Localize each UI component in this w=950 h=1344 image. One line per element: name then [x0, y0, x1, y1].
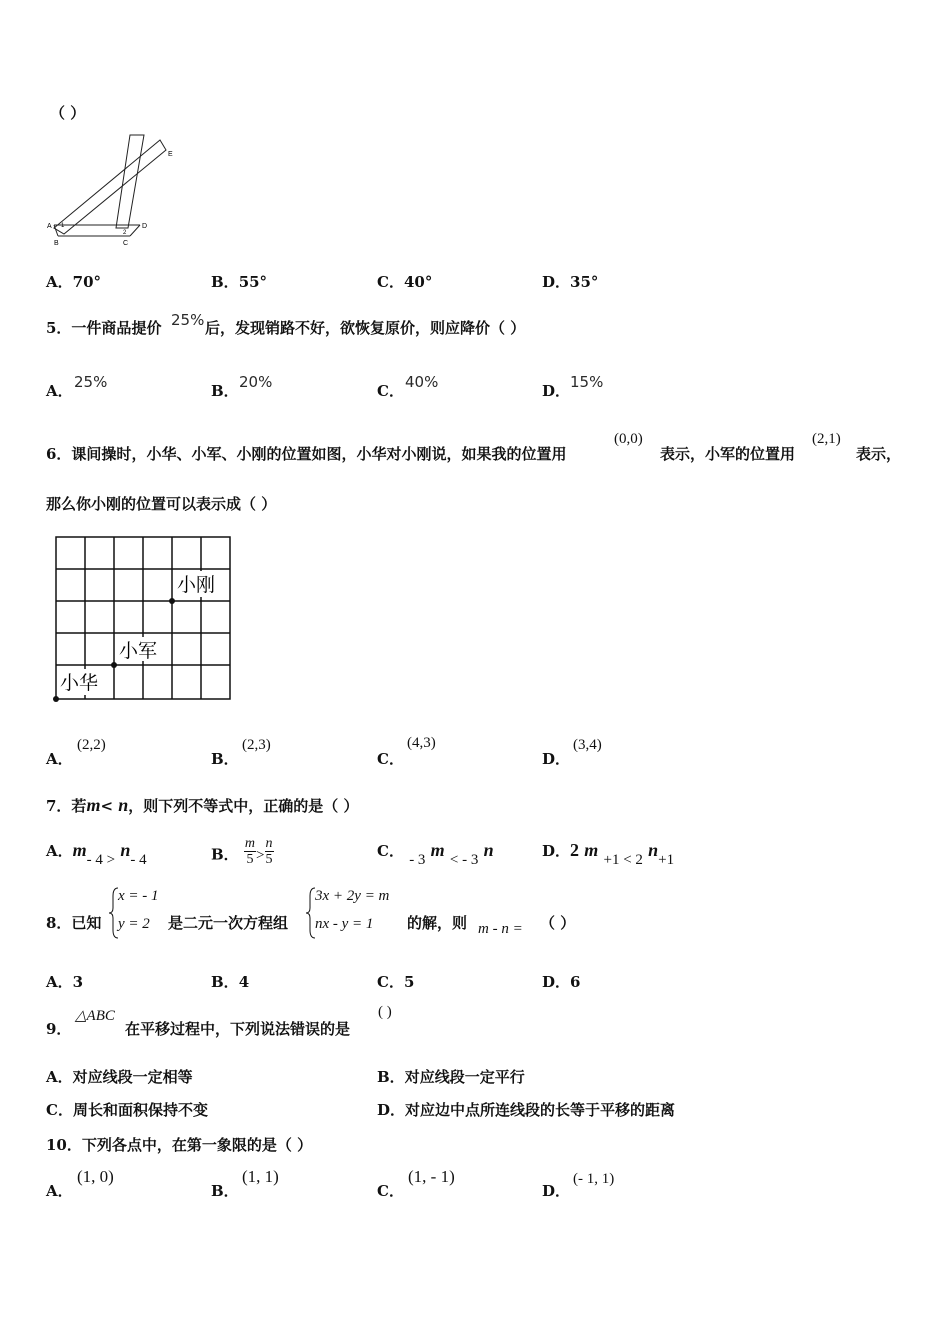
q8-option-c[interactable]: C．5	[377, 973, 415, 991]
q6-coord1: (0,0)	[614, 431, 643, 447]
q5-option-d-value: 15%	[570, 373, 604, 391]
q4-option-c[interactable]: C．40°	[377, 273, 433, 291]
q8-solution-x: x = - 1	[118, 888, 159, 904]
q9-option-d[interactable]: D．对应边中点所连线段的长等于平移的距离	[377, 1101, 676, 1119]
q10-option-a-value: (1, 0)	[77, 1167, 114, 1186]
q7-option-b[interactable]: B． $\frac{m}{5}$ > $\frac{n}{5}$	[211, 836, 273, 867]
q4-angle-1: 1	[61, 223, 65, 229]
q8-prefix: 8．已知	[46, 914, 102, 932]
q6-point-xiaohua	[53, 696, 59, 702]
q5-option-b[interactable]: B．	[211, 382, 239, 400]
q5-option-c[interactable]: C．	[377, 382, 404, 400]
q8-after: 的解，则	[407, 914, 468, 932]
q4-strip-diagonal	[54, 140, 166, 234]
q8-equation-1: 3x + 2y = m	[315, 888, 390, 904]
q9-option-c[interactable]: C．周长和面积保持不变	[46, 1101, 208, 1119]
q5-option-b-value: 20%	[239, 373, 273, 391]
q4-figure	[40, 130, 190, 250]
q10-option-c[interactable]: C．	[377, 1182, 404, 1200]
q8-solution-y: y = 2	[118, 916, 150, 932]
q6-part3: 表示，	[856, 445, 902, 463]
q8-mid: 是二元一次方程组	[168, 914, 289, 932]
q10-option-b-value: (1, 1)	[242, 1167, 279, 1186]
q4-label-e: E	[168, 151, 173, 158]
q9-option-a[interactable]: A．对应线段一定相等	[46, 1068, 193, 1086]
q6-option-b-value: (2,3)	[242, 737, 271, 753]
q5-suffix: 后，发现销路不好，欲恢复原价，则应降价（ ）	[205, 319, 526, 337]
q8-option-b[interactable]: B．4	[211, 973, 250, 991]
q6-label-xiaogang: 小刚	[177, 574, 216, 596]
q6-option-d-value: (3,4)	[573, 737, 602, 753]
q6-point-xiaojun	[111, 662, 117, 668]
q10-option-d[interactable]: D．	[542, 1182, 571, 1200]
q4-label-b: B	[54, 240, 59, 247]
q4-strip-vertical	[116, 135, 144, 228]
q4-label-c: C	[123, 240, 129, 247]
q8-equation-2: nx - y = 1	[315, 916, 374, 932]
q4-option-a[interactable]: A．70°	[46, 273, 102, 291]
q9-paren: ( )	[378, 1004, 392, 1020]
q6-grid-figure	[50, 533, 234, 705]
q7-option-c[interactable]: C． - 3 m < - 3 n	[377, 840, 494, 868]
q5-option-d[interactable]: D．	[542, 382, 571, 400]
q5-option-a-value: 25%	[74, 373, 108, 391]
q7-stem: 7．若m< n，则下列不等式中，正确的是（ ）	[46, 795, 359, 815]
q6-option-a[interactable]: A．	[46, 750, 73, 768]
q6-option-c[interactable]: C．	[377, 750, 404, 768]
q10-option-c-value: (1, - 1)	[408, 1167, 455, 1186]
q4-label-d: D	[142, 223, 148, 230]
q5-option-c-value: 40%	[405, 373, 439, 391]
q4-option-b[interactable]: B．55°	[211, 273, 268, 291]
q8-expr: m - n =	[478, 921, 523, 937]
q6-label-xiaohua: 小华	[60, 672, 99, 694]
q10-option-a[interactable]: A．	[46, 1182, 73, 1200]
q10-option-b[interactable]: B．	[211, 1182, 239, 1200]
q6-point-xiaogang	[169, 598, 175, 604]
q9-option-b[interactable]: B．对应线段一定平行	[377, 1068, 525, 1086]
q7-option-d[interactable]: D．2 m +1 < 2 n+1	[542, 840, 675, 868]
q8-option-a[interactable]: A．3	[46, 973, 84, 991]
q9-number: 9．	[46, 1020, 72, 1038]
q5-option-a[interactable]: A．	[46, 382, 73, 400]
q6-label-xiaojun: 小军	[119, 640, 158, 662]
q4-option-d[interactable]: D．35°	[542, 273, 599, 291]
q6-option-d[interactable]: D．	[542, 750, 571, 768]
q4-paren: （ ）	[50, 104, 86, 122]
q6-line2: 那么你小刚的位置可以表示成（ ）	[46, 495, 277, 513]
q8-option-d[interactable]: D．6	[542, 973, 581, 991]
q6-option-c-value: (4,3)	[407, 735, 436, 751]
q7-option-a[interactable]: A．m- 4 > n- 4	[46, 840, 147, 868]
q5-pct: 25%	[171, 311, 205, 329]
q8-paren: （ ）	[540, 914, 576, 932]
q9-triangle: △ABC	[75, 1008, 115, 1024]
q6-part1: 6．课间操时，小华、小军、小刚的位置如图，小华对小刚说，如果我的位置用	[46, 445, 567, 463]
q6-coord2: (2,1)	[812, 431, 841, 447]
q10-text: 10．下列各点中，在第一象限的是（ ）	[46, 1136, 313, 1154]
q6-option-a-value: (2,2)	[77, 737, 106, 753]
q10-option-d-value: (- 1, 1)	[573, 1171, 615, 1187]
q5-prefix: 5．一件商品提价	[46, 319, 162, 337]
q9-text: 在平移过程中，下列说法错误的是	[125, 1020, 351, 1038]
q4-angle-2: 2	[123, 230, 127, 236]
q4-label-a: A	[47, 223, 52, 230]
q6-part2: 表示，小军的位置用	[660, 445, 796, 463]
q6-option-b[interactable]: B．	[211, 750, 239, 768]
